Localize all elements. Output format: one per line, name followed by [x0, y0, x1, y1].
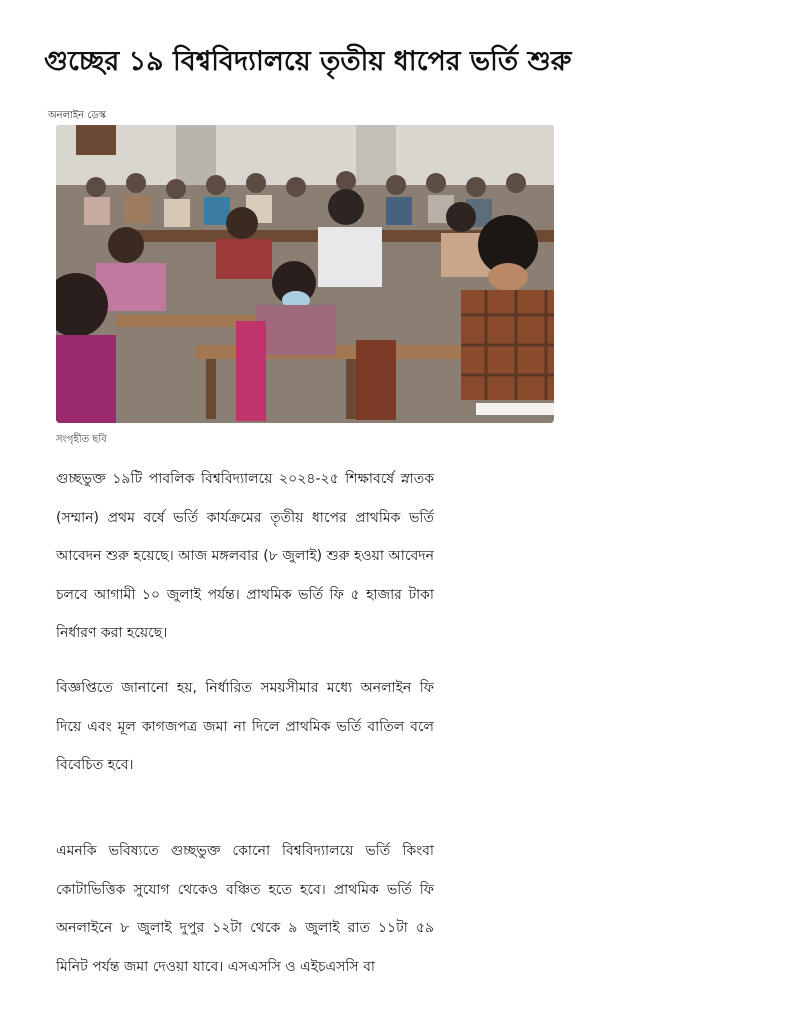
image-caption: সংগৃহীত ছবি — [56, 434, 107, 445]
article-paragraph: বিজ্ঞপ্তিতে জানানো হয়, নির্ধারিত সময়সীমার মধ্যে অনলাইন ফি দিয়ে এবং মূল কাগজপত্র জমা না দিলে প্রাথমিক ভর্তি বাতিল বলে বিবেচিত হবে। — [56, 680, 434, 773]
article-headline: গুচ্ছের ১৯ বিশ্ববিদ্যালয়ে তৃতীয় ধাপের ভর্তি শুরু — [44, 46, 572, 77]
article-byline: অনলাইন ডেস্ক — [48, 110, 106, 121]
article-photo — [56, 125, 554, 423]
article-paragraph: এমনকি ভবিষ্যতে গুচ্ছভুক্ত কোনো বিশ্ববিদ্যালয়ে ভর্তি কিংবা কোটাভিত্তিক সুযোগ থেকেও বঞ্চিত হতে হবে। প্রাথমিক ভর্তি ফি অনলাইনে ৮ জুলাই দুপুর ১২টা থেকে ৯ জুলাই রাত ১১টা ৫৯ মিনিট পর্যন্ত জমা দেওয়া যাবে। এসএসসি ও এইচএসসি বা — [56, 843, 434, 975]
article-paragraph: গুচ্ছভুক্ত ১৯টি পাবলিক বিশ্ববিদ্যালয়ে ২০২৪-২৫ শিক্ষাবর্ষে স্নাতক (সম্মান) প্রথম বর্ষে ভর্তি কার্যক্রমের তৃতীয় ধাপের প্রাথমিক ভর্তি আবেদন শুরু হয়েছে। আজ মঙ্গলবার (৮ জুলাই) শুরু হওয়া আবেদন চলবে আগামী ১০ জুলাই পর্যন্ত। প্রাথমিক ভর্তি ফি ৫ হাজার টাকা নির্ধারণ করা হয়েছে। — [56, 471, 434, 641]
